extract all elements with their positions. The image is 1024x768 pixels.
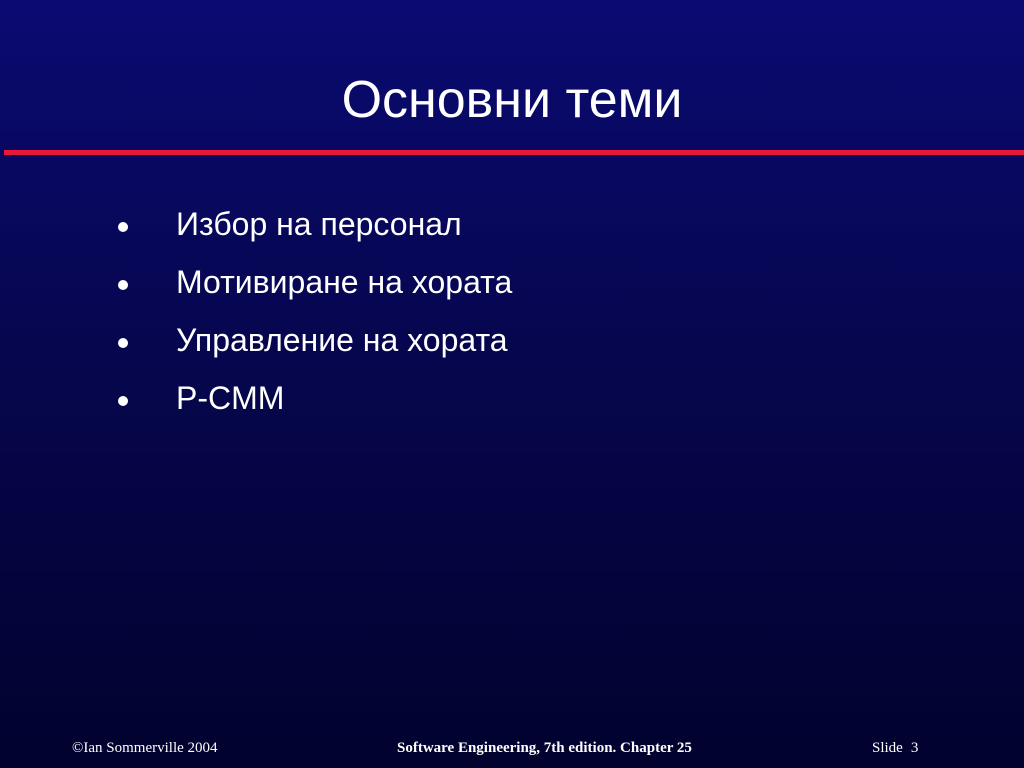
bullet-text: Управление на хората bbox=[176, 322, 508, 358]
bullet-item bbox=[118, 369, 512, 427]
title-divider bbox=[4, 150, 1024, 155]
bullet-text: P-CMM bbox=[176, 380, 285, 416]
bullet-text: Избор на персонал bbox=[176, 206, 462, 242]
bullet-dot-icon bbox=[118, 338, 128, 348]
slide-label: Slide bbox=[872, 740, 903, 756]
bullet-item bbox=[118, 253, 512, 311]
slide-number: 3 bbox=[910, 740, 919, 756]
bullet-dot-icon bbox=[118, 222, 128, 232]
bullet-text: Мотивиране на хората bbox=[176, 264, 513, 300]
footer-slide-number bbox=[872, 738, 918, 758]
bullet-item bbox=[118, 195, 512, 253]
bullet-list bbox=[118, 195, 512, 427]
bullet-dot-icon bbox=[118, 280, 128, 290]
footer-book-title: Software Engineering, 7th edition. Chapter 25 bbox=[397, 740, 692, 756]
bullet-item bbox=[118, 311, 512, 369]
footer-copyright: ©Ian Sommerville 2004 bbox=[72, 740, 218, 756]
bullet-dot-icon bbox=[118, 396, 128, 406]
slide-title: Основни теми bbox=[341, 71, 683, 129]
